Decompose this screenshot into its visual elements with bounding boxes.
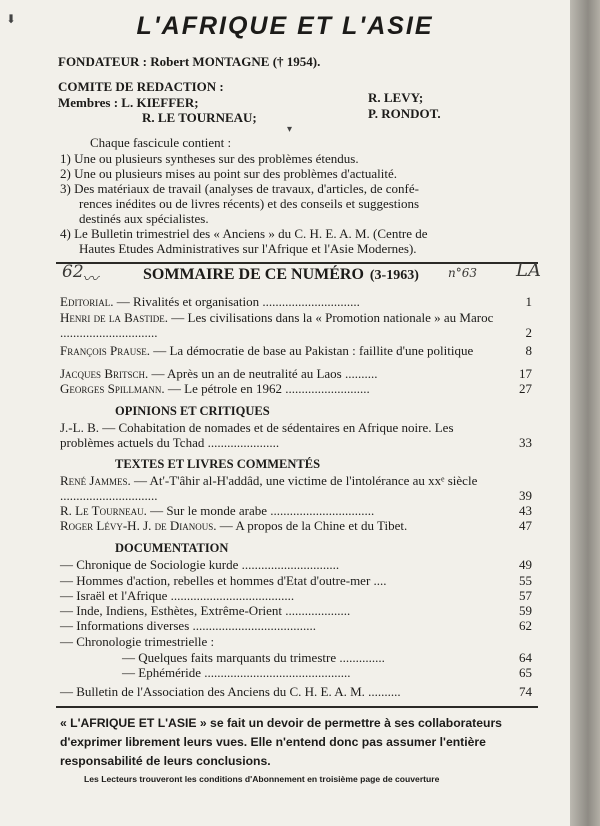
- toc-page: 2: [525, 325, 532, 340]
- toc-author: Editorial.: [60, 294, 114, 309]
- toc-title: — Après un an de neutralité au Laos ..........: [148, 366, 378, 381]
- toc-title: — Les civilisations dans la « Promotion nationale » au Maroc ..............................: [60, 310, 494, 340]
- toc-entry: [60, 684, 532, 699]
- toc-title: — Ephéméride .............................................: [122, 665, 351, 680]
- toc-title: — Chronologie trimestrielle :: [60, 634, 215, 649]
- footer-line: Les Lecteurs trouveront les conditions d'Abonnement en troisième page de couverture: [84, 774, 440, 784]
- toc-page: 55: [519, 573, 532, 588]
- section-textes-heading: TEXTES ET LIVRES COMMENTÉS: [115, 457, 321, 471]
- toc-author: J.-L. B.: [60, 420, 99, 435]
- toc-author: Henri de la Bastide.: [60, 310, 169, 325]
- toc-entry: [60, 420, 532, 450]
- section-documentation-heading: DOCUMENTATION: [115, 541, 229, 555]
- sommaire-title: [143, 266, 419, 284]
- toc-entry: [60, 343, 532, 358]
- toc-title: — Bulletin de l'Association des Anciens du C. H. E. A. M. ..........: [60, 684, 401, 699]
- section-opinions-heading: OPINIONS ET CRITIQUES: [115, 404, 270, 418]
- handwritten-squiggle: 〰: [82, 269, 99, 288]
- handwritten-corner: LA: [516, 260, 541, 281]
- handwritten-number-left: 62: [62, 262, 84, 282]
- toc-entry: [122, 665, 532, 680]
- toc-entry: [60, 603, 532, 618]
- toc-page: 47: [519, 518, 532, 533]
- toc-entry: [60, 310, 532, 340]
- toc-author: René Jammes.: [60, 473, 131, 488]
- toc-entry: [60, 618, 532, 633]
- toc-author: R. Le Tourneau.: [60, 503, 147, 518]
- toc-entry: [60, 518, 532, 533]
- toc-title: — Rivalités et organisation ..............................: [113, 294, 360, 309]
- toc-title: — Israël et l'Afrique ......................................: [60, 588, 295, 603]
- toc-title: — Inde, Indiens, Esthètes, Extrême-Orient ....................: [60, 603, 351, 618]
- fascicule-item-3-cont: rences inédites ou de livres récents) et des conseils et suggestions: [79, 196, 420, 211]
- toc-page: 1: [525, 294, 532, 309]
- sommaire-title-text: SOMMAIRE DE CE NUMÉRO: [143, 266, 364, 283]
- comite-heading: COMITE DE REDACTION :: [58, 79, 224, 94]
- toc-entry: [122, 650, 532, 665]
- toc-page: 59: [519, 603, 532, 618]
- toc-entry: [60, 634, 532, 649]
- toc-page: 8: [525, 343, 532, 358]
- toc-entry: [60, 381, 532, 396]
- fondateur-line: FONDATEUR : Robert MONTAGNE († 1954).: [58, 54, 321, 69]
- toc-entry: [60, 294, 532, 309]
- toc-title: — Chronique de Sociologie kurde ..............................: [60, 557, 340, 572]
- divider-bottom: [56, 706, 538, 708]
- toc-title: — Le pétrole en 1962 ..........................: [164, 381, 370, 396]
- toc-page: 17: [519, 366, 532, 381]
- handwritten-number-right: n°63: [448, 266, 477, 280]
- toc-page: 33: [519, 435, 532, 450]
- toc-title: — At'-T'âhir al-H'addâd, une victime de l'intolérance au xxᵉ siècle ..............................: [60, 473, 478, 503]
- toc-page: 65: [519, 665, 532, 680]
- fascicule-item-1: 1) Une ou plusieurs syntheses sur des problèmes étendus.: [60, 151, 359, 166]
- toc-author: Georges Spillmann.: [60, 381, 165, 396]
- toc-title: — Cohabitation de nomades et de sédentaires en Afrique noire. Les problèmes actuels du Tchad ......................: [60, 420, 454, 450]
- sommaire-issue: (3-1963): [369, 268, 419, 283]
- toc-entry: [60, 473, 532, 503]
- toc-page: 74: [519, 684, 532, 699]
- fascicule-item-3-cont2: destinés aux spécialistes.: [79, 211, 209, 226]
- toc-title: — Quelques faits marquants du trimestre ..............: [122, 650, 385, 665]
- toc-entry: [60, 573, 532, 588]
- comite-members-right1: R. LEVY;: [368, 90, 424, 105]
- toc-page: 49: [519, 557, 532, 572]
- toc-author: Roger Lévy-H. J. de Dianous.: [60, 518, 217, 533]
- journal-title: L'AFRIQUE ET L'ASIE: [136, 12, 434, 40]
- toc-page: 57: [519, 588, 532, 603]
- toc-page: 27: [519, 381, 532, 396]
- toc-entry: [60, 588, 532, 603]
- binding-edge: [570, 0, 600, 826]
- comite-members-right2: P. RONDOT.: [368, 106, 441, 121]
- comite-members-line2: R. LE TOURNEAU;: [142, 110, 257, 125]
- fascicule-item-3: 3) Des matériaux de travail (analyses de travaux, d'articles, de confé-: [60, 181, 419, 196]
- margin-arrow-icon: ⬇: [6, 12, 17, 26]
- toc-title: — Sur le monde arabe ................................: [146, 503, 375, 518]
- toc-title: — Informations diverses ......................................: [60, 618, 317, 633]
- disclaimer-note: « L'AFRIQUE ET L'ASIE » se fait un devoir de permettre à ses collaborateurs d'exprimer librement leurs vues. Elle n'entend donc pas assumer l'entière responsabilité de leurs conclusions.: [60, 716, 502, 768]
- fascicule-item-4-cont: Hautes Etudes Administratives sur l'Afrique et l'Asie Modernes).: [79, 241, 417, 256]
- toc-title: — La démocratie de base au Pakistan : faillite d'une politique: [149, 343, 474, 358]
- comite-members-line1: Membres : L. KIEFFER;: [58, 95, 199, 110]
- fascicule-item-2: 2) Une ou plusieurs mises au point sur des problèmes d'actualité.: [60, 166, 398, 181]
- toc-page: 62: [519, 618, 532, 633]
- toc-author: Jacques Britsch.: [60, 366, 149, 381]
- toc-entry: [60, 557, 532, 572]
- toc-title: — Hommes d'action, rebelles et hommes d'Etat d'outre-mer ....: [60, 573, 387, 588]
- small-arrow-icon: ▾: [287, 124, 293, 135]
- toc-page: 43: [519, 503, 532, 518]
- toc-author: François Prause.: [60, 343, 150, 358]
- toc-entry: [60, 503, 532, 518]
- toc-title: — A propos de la Chine et du Tibet.: [216, 518, 408, 533]
- divider-top: [56, 262, 538, 264]
- fascicule-intro: Chaque fascicule contient :: [90, 135, 232, 150]
- toc-page: 64: [519, 650, 532, 665]
- toc-page: 39: [519, 488, 532, 503]
- toc-entry: [60, 366, 532, 381]
- fascicule-item-4: 4) Le Bulletin trimestriel des « Anciens » du C. H. E. A. M. (Centre de: [60, 226, 428, 241]
